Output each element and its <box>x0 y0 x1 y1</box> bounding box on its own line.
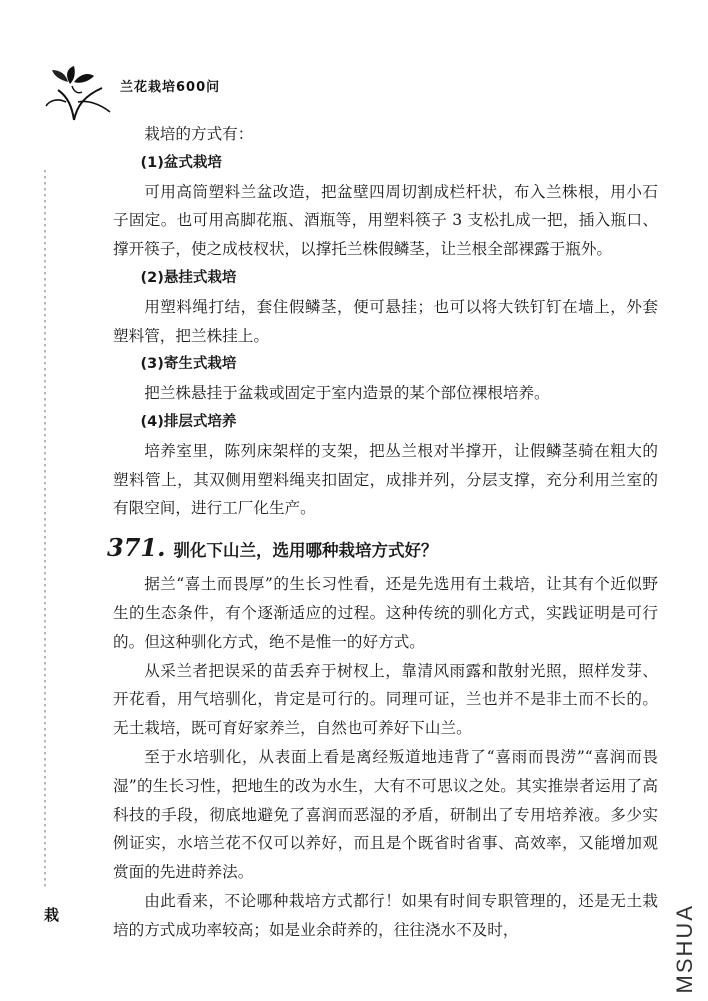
method-title: (3)寄生式栽培 <box>140 356 237 373</box>
section-title: 驯化下山兰，选用哪种栽培方式好？ <box>173 541 438 561</box>
side-chapter-mark: 栽 <box>44 906 60 924</box>
section-number: 371. <box>107 533 166 563</box>
margin-dotted-line <box>44 170 46 890</box>
watermark: MSHUA <box>672 903 697 993</box>
book-title: 兰花栽培600问 <box>120 80 221 95</box>
orchid-icon <box>44 62 114 122</box>
method-title: (1)盆式栽培 <box>140 154 222 171</box>
method-text: 把兰株悬挂于盆栽或固定于室内造景的某个部位裸根培养。 <box>144 384 550 403</box>
method-text: 用塑料绳打结，套住假鳞茎，便可悬挂；也可以将大铁钉钉在墙上，外套塑料管，把兰株挂上。 <box>113 297 658 345</box>
method-text: 可用高筒塑料兰盆改造，把盆壁四周切割成栏杆状，布入兰株根，用小石子固定。也可用高脚花瓶、酒瓶等，用塑料筷子 3 支松扎成一把，插入瓶口、撑开筷子，使之成枝杈状，以撑托兰株假鳞茎，让兰根全部裸露于瓶外。 <box>113 182 658 259</box>
intro-line: 栽培的方式有： <box>144 125 254 143</box>
body-paragraph: 据兰“喜土而畏厚”的生长习性看，还是先选用有土栽培，让其有个近似野生的生态条件，有个逐渐适应的过程。这种传统的驯化方式，实践证明是可行的。但这种驯化方式，绝不是惟一的好方式。 <box>113 575 658 651</box>
page-header <box>44 62 344 122</box>
body-paragraph: 从采兰者把误采的苗丢弃于树杈上，靠清风雨露和散射光照，照样发芽、开花看，用气培驯化，肯定是可行的。同理可证，兰也并不是非土而不长的。无土栽培，既可育好家养兰，自然也可养好下山兰。 <box>113 661 658 738</box>
method-text: 培养室里，陈列床架样的支架，把丛兰根对半撑开，让假鳞茎骑在粗大的塑料管上，其双侧用塑料绳夹扣固定，成排并列，分层支撑，充分利用兰室的有限空间，进行工厂化生产。 <box>113 441 658 518</box>
body-paragraph: 由此看来，不论哪种栽培方式都行！如果有时间专职管理的，还是无土栽培的方式成功率较高；如是业余莳养的，往往浇水不及时， <box>113 891 658 939</box>
method-title: (4)排层式培养 <box>140 413 237 430</box>
page-body <box>107 120 658 945</box>
method-title: (2)悬挂式栽培 <box>140 269 237 286</box>
body-paragraph: 至于水培驯化，从表面上看是离经叛道地违背了“喜雨而畏涝”“喜润而畏湿”的生长习性，把地生的改为水生，大有不可思议之处。其实推崇者运用了高科技的手段，彻底地避免了喜润而恶湿的矛盾，研制出了专用培养液。多少实例证实，水培兰花不仅可以养好，而且是个既省时省事、高效率，又能增加观赏面的先进莳养法。 <box>113 747 658 882</box>
section-heading <box>107 533 658 562</box>
